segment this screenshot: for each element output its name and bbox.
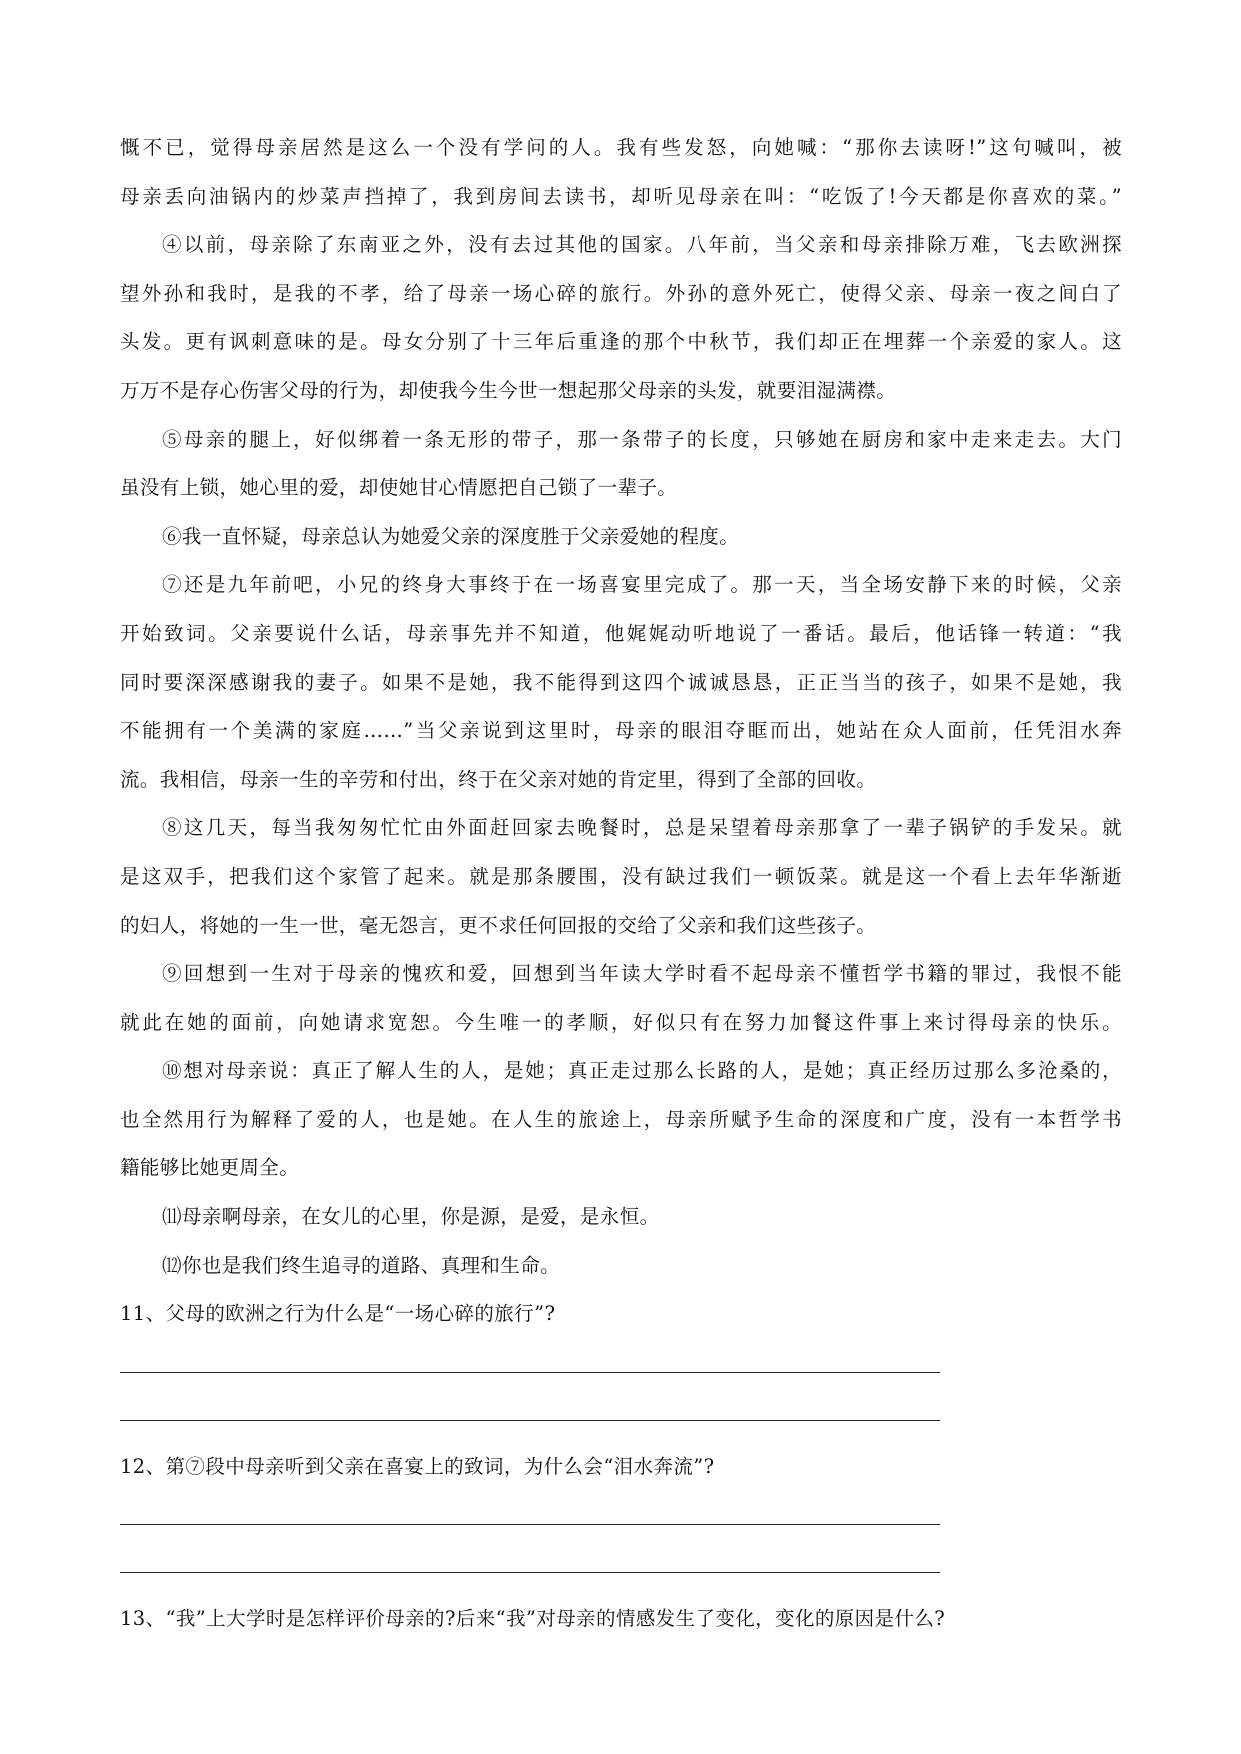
passage-line: 也全然用行为解释了爱的人，也是她。在人生的旅途上，母亲所赋予生命的深度和广度，没有一本哲学书 (120, 1107, 1122, 1131)
passage-line: 不能拥有一个美满的家庭……”当父亲说到这里时，母亲的眼泪夺眶而出，她站在众人面前，任凭泪水奔 (120, 719, 1122, 743)
paragraph-9-line: ⑨回想到一生对于母亲的愧疚和爱，回想到当年读大学时看不起母亲不懂哲学书籍的罪过，我恨不能 (162, 962, 1122, 986)
question-text: 13、“我”上大学时是怎样评价母亲的?后来“我”对母亲的情感发生了变化，变化的原因是什么? (120, 1607, 946, 1631)
paragraph-8-line: ⑧这几天，每当我匆匆忙忙由外面赶回家去晚餐时，总是呆望着母亲那拿了一辈子锅铲的手发呆。就 (162, 816, 1122, 840)
paragraph-12-line: ⑿你也是我们终生追寻的道路、真理和生命。 (162, 1253, 561, 1277)
passage-line: 头发。更有讽刺意味的是。母女分别了十三年后重逢的那个中秋节，我们却正在埋葬一个亲爱的家人。这 (120, 330, 1122, 354)
passage-line: 就此在她的面前，向她请求宽恕。今生唯一的孝顺，好似只有在努力加餐这件事上来讨得母亲的快乐。 (120, 1010, 1122, 1034)
passage-line: 慨不已，觉得母亲居然是这么一个没有学问的人。我有些发怒，向她喊：“那你去读呀!”这句喊叫，被 (120, 136, 1122, 159)
paragraph-6-line: ⑥我一直怀疑，母亲总认为她爱父亲的深度胜于父亲爱她的程度。 (162, 524, 740, 548)
paragraph-11-line: ⑾母亲啊母亲，在女儿的心里，你是源，是爱，是永恒。 (162, 1205, 660, 1229)
question-13 (120, 1595, 1122, 1644)
passage-line: 是这双手，把我们这个家管了起来。就是那条腰围，没有缺过我们一顿饭菜。就是这一个看上去年华渐逝 (120, 864, 1122, 888)
question-11 (120, 1290, 1122, 1443)
passage-line: 的妇人，将她的一生一世，毫无怨言，更不求任何回报的交给了父亲和我们这些孩子。 (120, 913, 877, 937)
passage-line: 望外孙和我时，是我的不孝，给了母亲一场心碎的旅行。外孙的意外死亡，使得父亲、母亲一夜之间白了 (120, 281, 1122, 305)
passage (120, 124, 1122, 1290)
passage-line: 虽没有上锁，她心里的爱，却使她甘心情愿把自己锁了一辈子。 (120, 476, 678, 500)
passage-line: 同时要深深感谢我的妻子。如果不是她，我不能得到这四个诚诚恳恳，正正当当的孩子，如果不是她，我 (120, 670, 1122, 694)
paragraph-5-line: ⑤母亲的腿上，好似绑着一条无形的带子，那一条带子的长度，只够她在厨房和家中走来走去。大门 (162, 427, 1122, 451)
paragraph-4-line: ④以前，母亲除了东南亚之外，没有去过其他的国家。八年前，当父亲和母亲排除万难，飞去欧洲探 (162, 233, 1122, 257)
question-text: 12、第⑦段中母亲听到父亲在喜宴上的致词，为什么会“泪水奔流”? (120, 1454, 715, 1478)
passage-line: 流。我相信，母亲一生的辛劳和付出，终于在父亲对她的肯定里，得到了全部的回收。 (120, 767, 877, 791)
passage-line: 籍能够比她更周全。 (120, 1156, 300, 1180)
passage-line: 母亲丢向油锅内的炒菜声挡掉了，我到房间去读书，却听见母亲在叫：“吃饭了!今天都是你喜欢的菜。” (120, 184, 1122, 208)
passage-line: 万万不是存心伤害父母的行为，却使我今生今世一想起那父母亲的头发，就要泪湿满襟。 (120, 378, 897, 402)
question-text: 11、父母的欧洲之行为什么是“一场心碎的旅行”? (120, 1302, 556, 1326)
paragraph-10-line: ⑩想对母亲说：真正了解人生的人，是她；真正走过那么长路的人，是她；真正经历过那么多沧桑的， (162, 1059, 1122, 1083)
document-content (120, 124, 1122, 1644)
passage-line: 开始致词。父亲要说什么话，母亲事先并不知道，他娓娓动听地说了一番话。最后，他话锋一转道：“我 (120, 621, 1122, 645)
question-12 (120, 1443, 1122, 1596)
paragraph-7-line: ⑦还是九年前吧，小兄的终身大事终于在一场喜宴里完成了。那一天，当全场安静下来的时候，父亲 (162, 573, 1122, 597)
